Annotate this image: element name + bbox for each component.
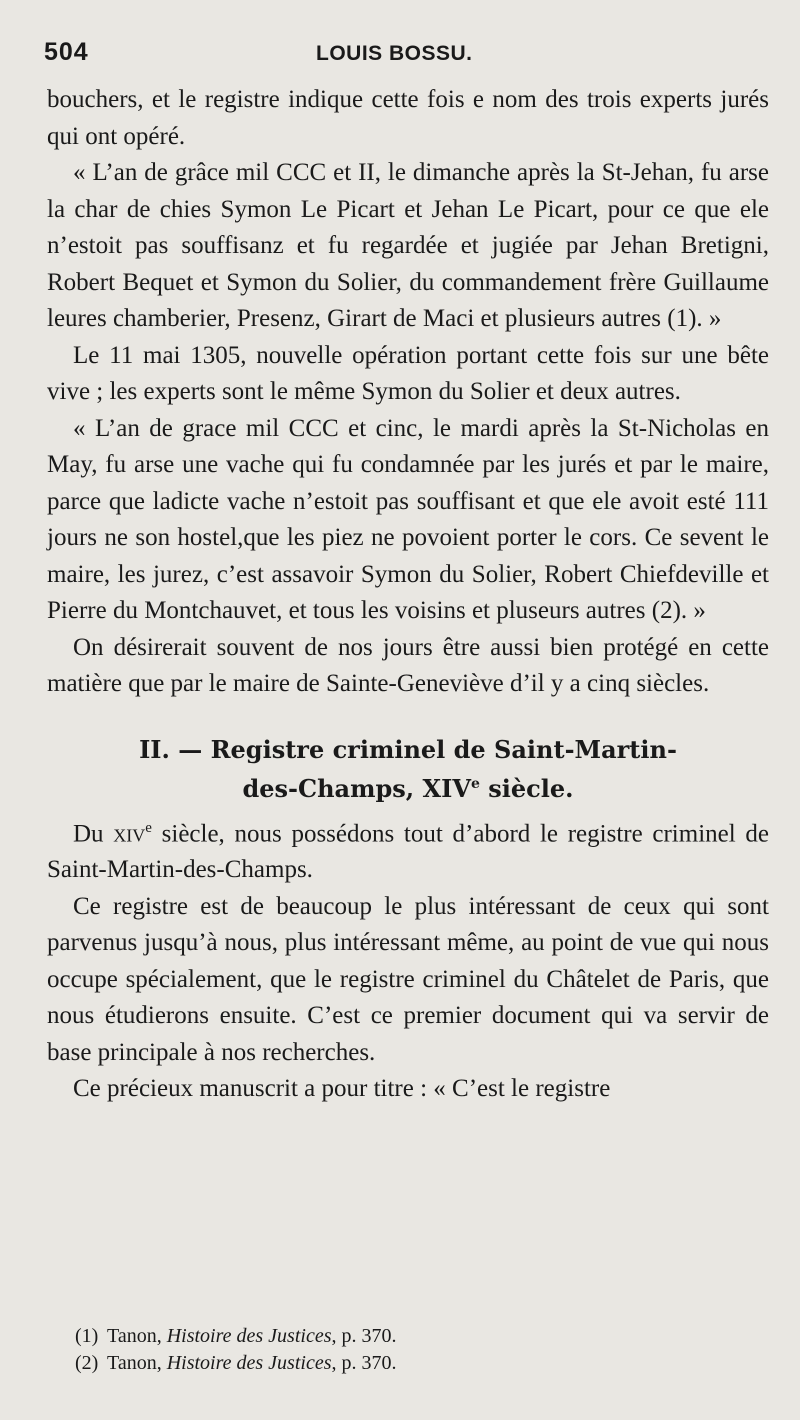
- footnotes: [75, 1323, 675, 1377]
- page-number: 504: [44, 38, 89, 66]
- footnote-page: , p. 370.: [331, 1352, 397, 1374]
- section-heading-end: siècle.: [479, 773, 574, 803]
- section-paragraph-2: Ce registre est de beaucoup le plus intéressant de ceux qui sont parvenus jusqu’à nous, plus intéressant même, au point de vue qui nous occupe spécialement, que le registre criminel du Châtelet de Paris, que nous étudierons ensuite. C’est ce premier document qui va servir de base principale à nos recherches.: [47, 892, 769, 1066]
- main-text: [47, 82, 769, 1108]
- quote-paragraph-1305: « L’an de grace mil CCC et cinc, le mardi après la St-Nicholas en May, fu arse une vache qui fu condamnée par les jurés et par le maire, parce que ladicte vache n’estoit pas souffisant et que ele avoit esté 111 jours ne son hostel,que les piez ne povoient porter le cors. Ce sevent le maire, les jurez, c’est assavoir Symon du Solier, Robert Chiefdeville et Pierre du Montchauvet, et tous les voisins et pluseurs autres (2). »: [47, 414, 769, 624]
- section-heading-sup: e: [470, 775, 480, 792]
- century-sup: e: [145, 819, 152, 836]
- section-paragraph-3: Ce précieux manuscrit a pour titre : « C’est le registre: [73, 1075, 611, 1103]
- section-p1-rest: siècle, nous possédons tout d’abord le registre criminel de Saint-Martin-des-Champs.: [47, 819, 769, 884]
- running-header: [44, 38, 770, 78]
- footnote-number: (1): [75, 1325, 99, 1347]
- section-heading: [47, 733, 769, 806]
- footnote-1: [75, 1323, 675, 1350]
- quote-paragraph-1302: « L’an de grâce mil CCC et II, le dimanche après la St-Jehan, fu arse la char de chies Symon Le Picart et Jehan Le Picart, pour ce que ele n’estoit pas souffisanz et fu regardée et jugiée par Jehan Bretigni, Robert Bequet et Symon du Solier, du commandement frère Guillaume leures chamberier, Presenz, Girart de Maci et plusieurs autres (1). »: [47, 159, 769, 332]
- paragraph-conclusion: On désirerait souvent de nos jours être aussi bien protégé en cette matière que par le maire de Sainte-Geneviève d’il y a cinq siècles.: [47, 633, 769, 697]
- footnote-page: , p. 370.: [331, 1325, 397, 1347]
- footnote-number: (2): [75, 1352, 99, 1374]
- footnote-author: Tanon,: [107, 1325, 167, 1347]
- section-paragraph-1: [47, 810, 769, 889]
- footnote-title: Histoire des Justices: [166, 1352, 332, 1374]
- century-numeral: xiv: [113, 819, 146, 847]
- section-heading-line1: II. — Registre criminel de Saint-Martin-: [139, 734, 677, 764]
- section-heading-main: des-Champs, XIV: [242, 773, 471, 803]
- section-heading-line2: [47, 767, 769, 806]
- paragraph-1305: Le 11 mai 1305, nouvelle opération portant cette fois sur une bête vive ; les experts sont le même Symon du Solier et deux autres.: [47, 341, 769, 405]
- footnote-2: [75, 1350, 675, 1377]
- footnote-author: Tanon,: [107, 1352, 167, 1374]
- running-title: LOUIS BOSSU.: [316, 42, 473, 65]
- paragraph-continued: bouchers, et le registre indique cette fois e nom des trois experts jurés qui ont opéré.: [47, 86, 769, 150]
- section-p1-start: Du: [73, 819, 114, 847]
- footnote-title: Histoire des Justices: [166, 1325, 332, 1347]
